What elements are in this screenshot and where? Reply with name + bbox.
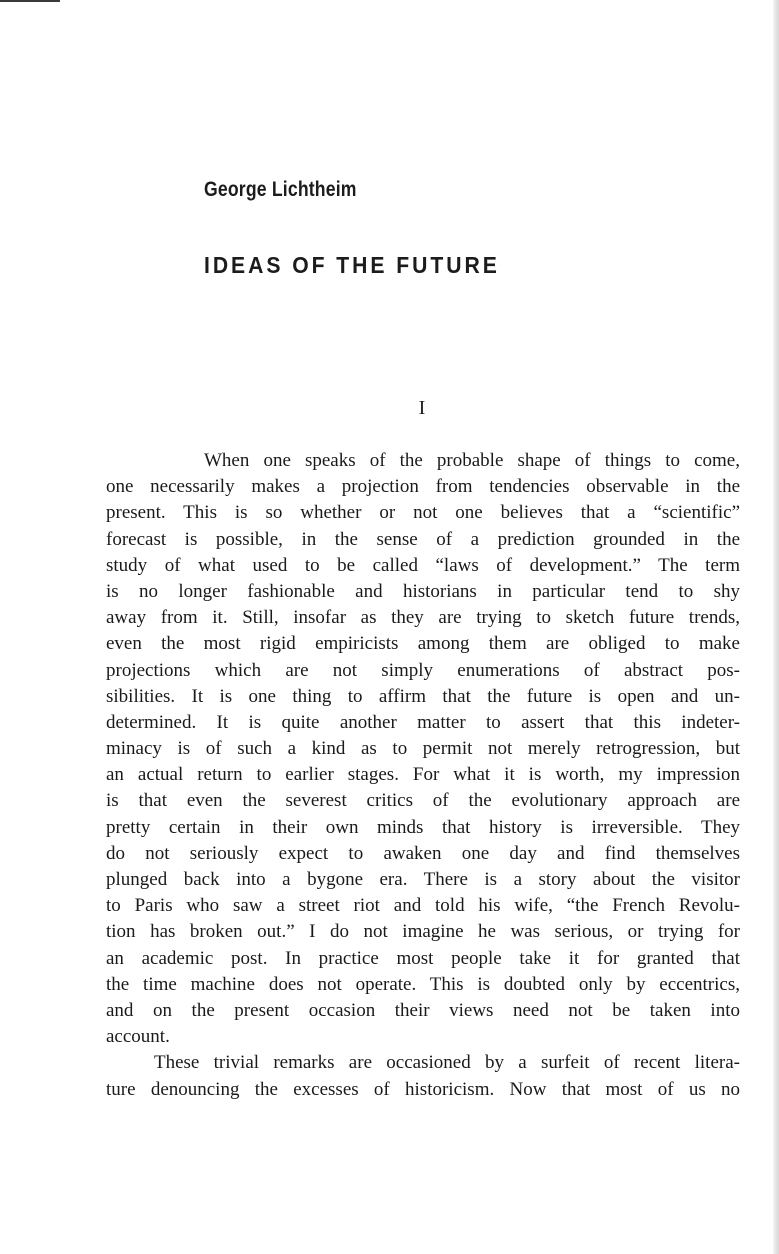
body-text bbox=[106, 448, 740, 1103]
scan-edge-top bbox=[0, 0, 60, 2]
text-line: study of what used to be called “laws of development.” The term bbox=[106, 554, 740, 576]
text-line: to Paris who saw a street riot and told his wife, “the French Revolu- bbox=[106, 895, 740, 917]
text-line: These trivial remarks are occasioned by a surfeit of recent litera- bbox=[154, 1052, 740, 1074]
text-line: do not seriously expect to awaken one day and find themselves bbox=[106, 842, 740, 864]
text-line: and on the present occasion their views need not be taken into bbox=[106, 999, 740, 1021]
page-edge bbox=[773, 0, 779, 1254]
article-title: IDEAS OF THE FUTURE bbox=[204, 252, 500, 278]
text-line: one necessarily makes a projection from tendencies observable in the bbox=[106, 476, 740, 498]
text-line: determined. It is quite another matter to assert that this indeter- bbox=[106, 711, 740, 733]
text-line: even the most rigid empiricists among them are obliged to make bbox=[106, 633, 740, 655]
text-line: ture denouncing the excesses of historicism. Now that most of us no bbox=[106, 1078, 740, 1100]
text-line: an academic post. In practice most people take it for granted that bbox=[106, 947, 740, 969]
text-line: plunged back into a bygone era. There is a story about the visitor bbox=[106, 869, 740, 890]
text-line: When one speaks of the probable shape of things to come, bbox=[204, 450, 740, 471]
text-line: forecast is possible, in the sense of a prediction grounded in the bbox=[106, 528, 740, 550]
text-line: sibilities. It is one thing to affirm that the future is open and un- bbox=[106, 685, 740, 707]
text-line: an actual return to earlier stages. For what it is worth, my impression bbox=[106, 764, 740, 786]
text-line: is that even the severest critics of the evolutionary approach are bbox=[106, 790, 740, 812]
text-line: present. This is so whether or not one believes that a “scientific” bbox=[106, 502, 740, 524]
text-line: tion has broken out.” I do not imagine he was serious, or trying for bbox=[106, 921, 740, 943]
section-number: I bbox=[418, 397, 426, 419]
text-line: minacy is of such a kind as to permit not merely retrogression, but bbox=[106, 738, 740, 760]
text-line: pretty certain in their own minds that history is irreversible. They bbox=[106, 816, 740, 838]
text-line: account. bbox=[106, 1026, 170, 1048]
text-line: away from it. Still, insofar as they are trying to sketch future trends, bbox=[106, 607, 740, 629]
text-line: projections which are not simply enumerations of abstract pos- bbox=[106, 659, 740, 681]
text-line: the time machine does not operate. This is doubted only by eccentrics, bbox=[106, 973, 740, 995]
author-name: George Lichtheim bbox=[204, 178, 357, 201]
text-line: is no longer fashionable and historians in particular tend to shy bbox=[106, 580, 740, 602]
